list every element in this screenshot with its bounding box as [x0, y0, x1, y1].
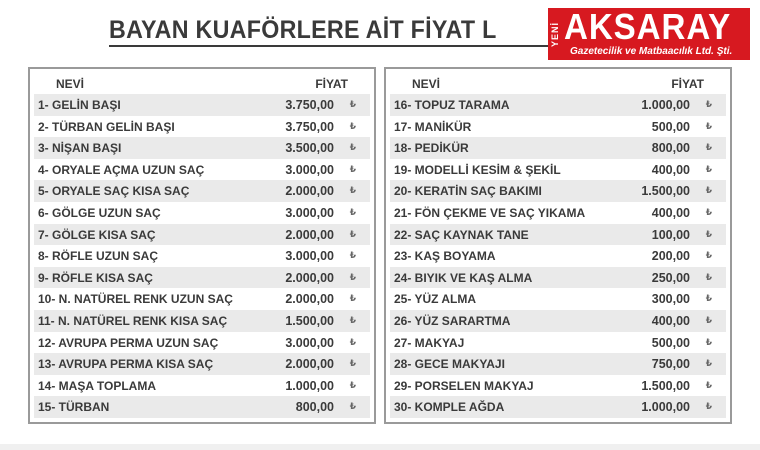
table-header	[386, 75, 730, 93]
service-name: 28- GECE MAKYAJI	[394, 357, 505, 372]
logo-name: AKSARAY	[564, 8, 732, 47]
currency-symbol: ₺	[705, 314, 712, 325]
currency-symbol: ₺	[349, 120, 356, 131]
header-price: FİYAT	[315, 77, 348, 91]
service-price: 2.000,00	[285, 184, 334, 199]
service-name: 27- MAKYAJ	[394, 335, 465, 350]
service-name: 21- FÖN ÇEKME VE SAÇ YIKAMA	[394, 205, 586, 220]
header-name: NEVİ	[412, 77, 441, 91]
service-price: 400,00	[651, 205, 690, 220]
currency-symbol: ₺	[349, 185, 356, 196]
service-price: 3.750,00	[285, 98, 334, 112]
table-row	[34, 353, 370, 375]
service-name: 22- SAÇ KAYNAK TANE	[394, 227, 529, 242]
table-row	[390, 332, 726, 354]
table-row	[34, 224, 370, 246]
table-row	[34, 375, 370, 397]
currency-symbol: ₺	[705, 358, 712, 369]
service-name: 7- GÖLGE KISA SAÇ	[38, 227, 156, 242]
service-name: 15- TÜRBAN	[38, 400, 110, 415]
service-price: 3.000,00	[285, 249, 334, 264]
service-price: 1.500,00	[641, 184, 690, 199]
table-row	[34, 137, 370, 159]
service-name: 17- MANİKÜR	[394, 119, 472, 134]
service-name: 26- YÜZ SARARTMA	[394, 313, 511, 328]
table-row	[390, 267, 726, 289]
service-price: 2.000,00	[285, 227, 334, 242]
table-row	[390, 180, 726, 202]
service-name: 16- TOPUZ TARAMA	[394, 98, 510, 112]
service-price: 500,00	[651, 119, 690, 134]
service-price: 1.000,00	[285, 378, 334, 393]
service-name: 13- AVRUPA PERMA KISA SAÇ	[38, 357, 214, 372]
service-price: 2.000,00	[285, 270, 334, 285]
rows-right	[390, 94, 726, 418]
service-price: 3.750,00	[285, 119, 334, 134]
currency-symbol: ₺	[349, 336, 356, 347]
service-price: 800,00	[651, 141, 690, 156]
table-row	[390, 116, 726, 138]
table-row	[390, 375, 726, 397]
service-price: 500,00	[651, 335, 690, 350]
table-row	[390, 310, 726, 332]
currency-symbol: ₺	[349, 379, 356, 390]
logo-subtitle: Gazetecilik ve Matbaacılık Ltd. Şti.	[570, 46, 733, 57]
service-price: 2.000,00	[285, 357, 334, 372]
page-title: BAYAN KUAFÖRLERE AİT FİYAT L	[109, 16, 497, 44]
service-price: 1.500,00	[285, 313, 334, 328]
currency-symbol: ₺	[705, 228, 712, 239]
service-name: 11- N. NATÜREL RENK KISA SAÇ	[38, 313, 228, 328]
currency-symbol: ₺	[349, 401, 356, 412]
aksaray-logo	[548, 8, 750, 60]
title-underline	[109, 45, 569, 47]
table-row	[34, 396, 370, 418]
table-row	[390, 137, 726, 159]
service-name: 25- YÜZ ALMA	[394, 292, 477, 307]
currency-symbol: ₺	[349, 293, 356, 304]
logo-prefix: YENİ	[550, 21, 560, 47]
service-name: 20- KERATİN SAÇ BAKIMI	[394, 184, 542, 199]
currency-symbol: ₺	[705, 336, 712, 347]
service-price: 800,00	[295, 400, 334, 415]
table-row	[34, 202, 370, 224]
currency-symbol: ₺	[705, 185, 712, 196]
service-price: 1.000,00	[641, 400, 690, 415]
table-row	[390, 353, 726, 375]
service-price: 100,00	[651, 227, 690, 242]
service-name: 8- RÖFLE UZUN SAÇ	[38, 249, 158, 264]
currency-symbol: ₺	[705, 250, 712, 261]
currency-symbol: ₺	[705, 163, 712, 174]
table-row	[34, 94, 370, 116]
table-row	[390, 245, 726, 267]
service-name: 18- PEDİKÜR	[394, 141, 469, 156]
price-table-right	[384, 67, 732, 424]
service-name: 14- MAŞA TOPLAMA	[38, 378, 157, 393]
table-row	[34, 288, 370, 310]
service-name: 30- KOMPLE AĞDA	[394, 400, 505, 415]
service-price: 3.000,00	[285, 335, 334, 350]
table-row	[390, 202, 726, 224]
service-price: 400,00	[651, 162, 690, 177]
currency-symbol: ₺	[705, 120, 712, 131]
table-row	[390, 159, 726, 181]
bottom-divider	[0, 444, 760, 450]
service-price: 750,00	[651, 357, 690, 372]
table-row	[34, 116, 370, 138]
service-name: 10- N. NATÜREL RENK UZUN SAÇ	[38, 292, 233, 307]
service-name: 4- ORYALE AÇMA UZUN SAÇ	[38, 162, 205, 177]
service-name: 29- PORSELEN MAKYAJ	[394, 378, 534, 393]
service-price: 2.000,00	[285, 292, 334, 307]
currency-symbol: ₺	[349, 314, 356, 325]
currency-symbol: ₺	[349, 228, 356, 239]
table-row	[34, 159, 370, 181]
header-price: FİYAT	[671, 77, 704, 91]
currency-symbol: ₺	[705, 271, 712, 282]
service-price: 3.000,00	[285, 162, 334, 177]
price-table-left	[28, 67, 376, 424]
service-name: 19- MODELLİ KESİM & ŞEKİL	[394, 162, 561, 177]
service-name: 1- GELİN BAŞI	[38, 98, 121, 112]
currency-symbol: ₺	[705, 206, 712, 217]
service-price: 200,00	[651, 249, 690, 264]
currency-symbol: ₺	[349, 142, 356, 153]
service-name: 6- GÖLGE UZUN SAÇ	[38, 205, 161, 220]
table-row	[390, 396, 726, 418]
currency-symbol: ₺	[705, 401, 712, 412]
table-row	[34, 245, 370, 267]
table-row	[34, 180, 370, 202]
table-row	[390, 94, 726, 116]
service-name: 2- TÜRBAN GELİN BAŞI	[38, 119, 175, 134]
currency-symbol: ₺	[349, 99, 356, 109]
currency-symbol: ₺	[705, 293, 712, 304]
service-name: 24- BIYIK VE KAŞ ALMA	[394, 270, 533, 285]
table-row	[390, 224, 726, 246]
currency-symbol: ₺	[349, 358, 356, 369]
service-name: 23- KAŞ BOYAMA	[394, 249, 496, 264]
currency-symbol: ₺	[349, 250, 356, 261]
currency-symbol: ₺	[705, 379, 712, 390]
currency-symbol: ₺	[349, 206, 356, 217]
table-header	[30, 75, 374, 93]
rows-left	[34, 94, 370, 418]
service-price: 300,00	[651, 292, 690, 307]
service-price: 1.500,00	[641, 378, 690, 393]
table-row	[390, 288, 726, 310]
service-name: 3- NİŞAN BAŞI	[38, 141, 122, 156]
service-price: 400,00	[651, 313, 690, 328]
service-price: 3.000,00	[285, 205, 334, 220]
header-name: NEVİ	[56, 77, 85, 91]
currency-symbol: ₺	[349, 271, 356, 282]
service-price: 3.500,00	[285, 141, 334, 156]
service-name: 5- ORYALE SAÇ KISA SAÇ	[38, 184, 190, 199]
table-row	[34, 267, 370, 289]
service-name: 9- RÖFLE KISA SAÇ	[38, 270, 153, 285]
currency-symbol: ₺	[705, 142, 712, 153]
table-row	[34, 310, 370, 332]
service-price: 250,00	[651, 270, 690, 285]
service-price: 1.000,00	[641, 98, 690, 112]
table-row	[34, 332, 370, 354]
currency-symbol: ₺	[705, 99, 712, 109]
service-name: 12- AVRUPA PERMA UZUN SAÇ	[38, 335, 219, 350]
currency-symbol: ₺	[349, 163, 356, 174]
